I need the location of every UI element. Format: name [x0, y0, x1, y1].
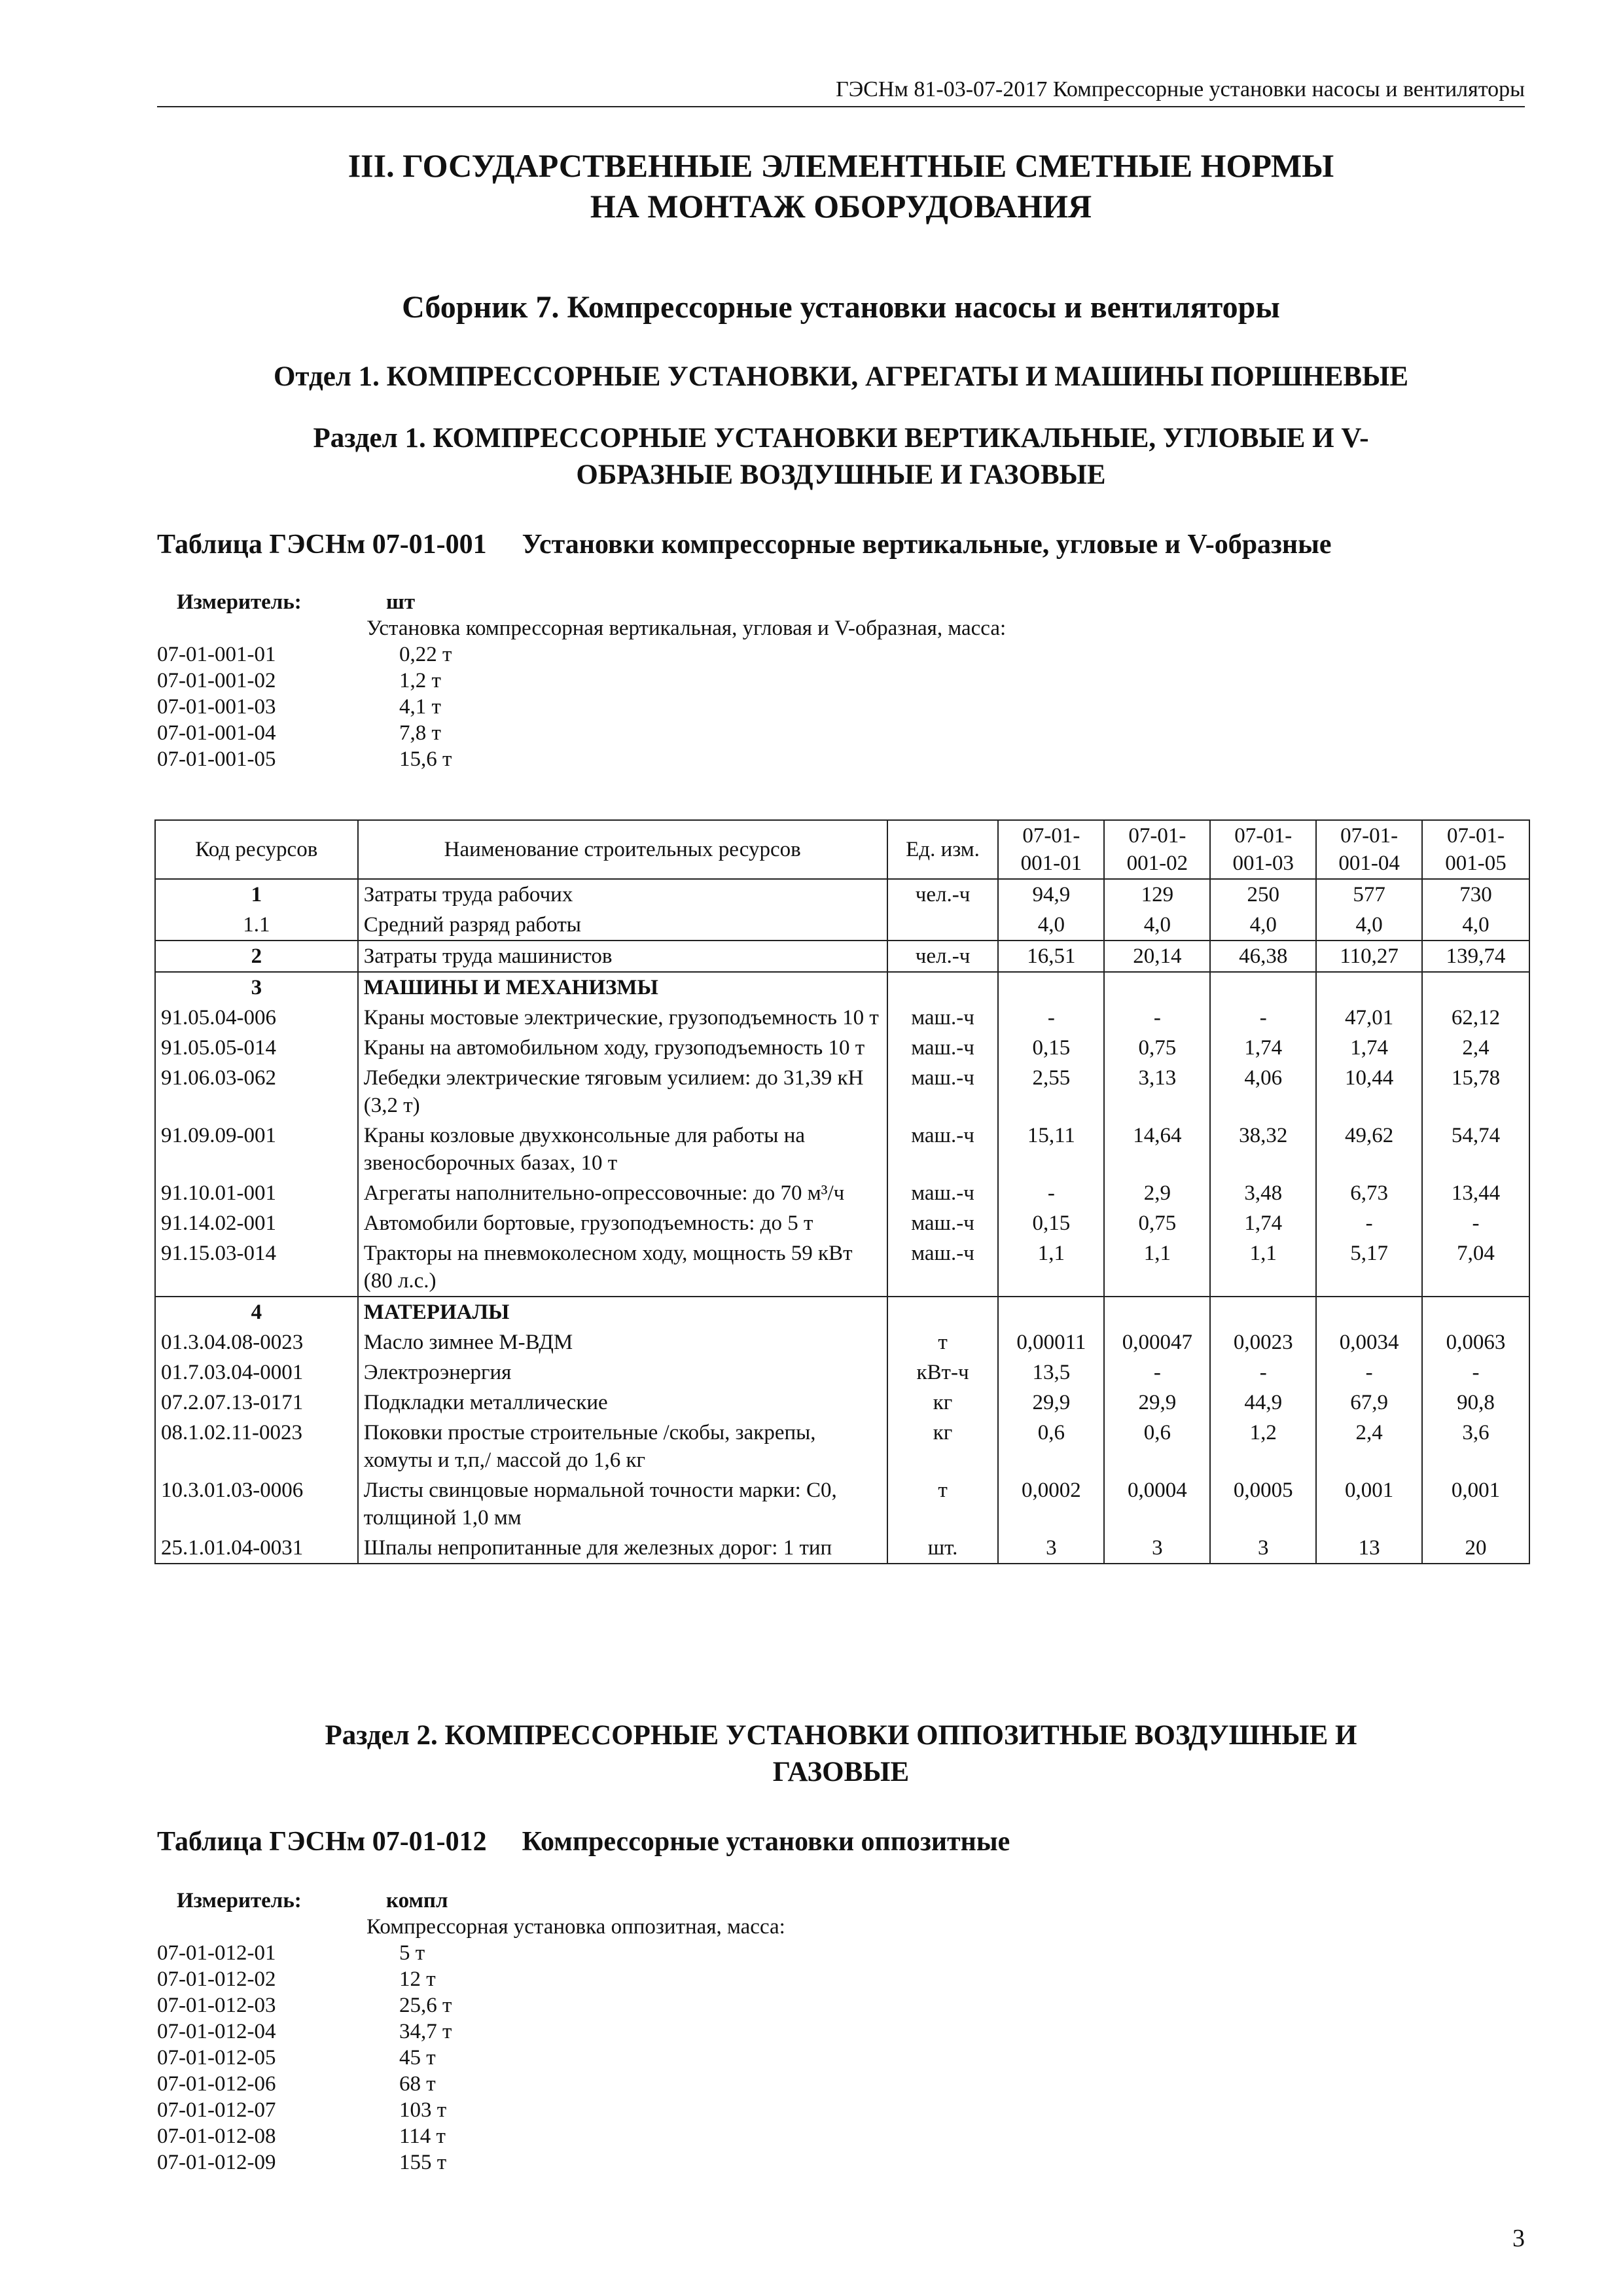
department-title: Отдел 1. КОМПРЕССОРНЫЕ УСТАНОВКИ, АГРЕГАТЫ И МАШИНЫ ПОРШНЕВЫЕ: [273, 361, 1409, 392]
resource-value: 0,0005: [1210, 1475, 1316, 1533]
resource-code: 91.15.03-014: [155, 1238, 358, 1297]
page-number: 3: [1512, 2225, 1525, 2252]
resource-value: 20,14: [1104, 941, 1210, 972]
norm-item: [157, 1992, 785, 2018]
resource-value: -: [998, 1003, 1104, 1033]
norm-value: 155 т: [399, 2151, 447, 2174]
running-header: ГЭСНм 81-03-07-2017 Компрессорные установки насосы и вентиляторы: [157, 77, 1525, 107]
resource-value: 0,0063: [1422, 1327, 1529, 1357]
norm-item: [157, 1940, 785, 1966]
resource-unit: маш.-ч: [887, 1238, 999, 1297]
collection-title: Сборник 7. Компрессорные установки насосы и вентиляторы: [402, 290, 1280, 325]
table-2-name: Компрессорные установки оппозитные: [522, 1827, 1010, 1857]
resource-unit: маш.-ч: [887, 1003, 999, 1033]
norm-value: 25,6 т: [399, 1994, 452, 2017]
resource-value: 1,1: [1104, 1238, 1210, 1297]
norm-item: [157, 694, 1006, 720]
resource-value: 15,78: [1422, 1063, 1529, 1121]
norm-code: 07-01-012-08: [157, 2125, 276, 2148]
header-name: Наименование строительных ресурсов: [358, 820, 887, 879]
resource-unit: кг: [887, 1418, 999, 1475]
resource-name: Масло зимнее М-ВДМ: [358, 1327, 887, 1357]
resource-name: Затраты труда машинистов: [358, 941, 887, 972]
norm-value: 34,7 т: [399, 2020, 452, 2043]
resource-value: -: [1104, 1003, 1210, 1033]
resource-value: 3: [998, 1533, 1104, 1564]
part-title-line2: НА МОНТАЖ ОБОРУДОВАНИЯ: [590, 188, 1092, 224]
resource-value: -: [1210, 1357, 1316, 1388]
resource-value: 3,6: [1422, 1418, 1529, 1475]
resource-value: 4,0: [1316, 910, 1422, 941]
header-col-4: 07-01-001-04: [1316, 820, 1422, 879]
norm-value: 7,8 т: [399, 721, 441, 745]
resource-value: 730: [1422, 879, 1529, 910]
norm-code: 07-01-001-01: [157, 643, 276, 666]
resource-value: 0,0023: [1210, 1327, 1316, 1357]
header-col-2: 07-01-001-02: [1104, 820, 1210, 879]
resource-value: 3,48: [1210, 1178, 1316, 1208]
table-row: [155, 1327, 1529, 1357]
meter-label: Измеритель:: [177, 1889, 302, 1912]
resource-unit: маш.-ч: [887, 1033, 999, 1063]
part-title-line1: III. ГОСУДАРСТВЕННЫЕ ЭЛЕМЕНТНЫЕ СМЕТНЫЕ НОРМЫ: [348, 147, 1334, 184]
resource-value: -: [1422, 1357, 1529, 1388]
table-row: [155, 972, 1529, 1003]
resource-name: Шпалы непропитанные для железных дорог: 1 тип: [358, 1533, 887, 1564]
resource-value: -: [1210, 1003, 1316, 1033]
table-row: [155, 1063, 1529, 1121]
table-1-code: Таблица ГЭСНм 07-01-001: [157, 529, 487, 560]
resource-code: 91.05.04-006: [155, 1003, 358, 1033]
resources-table: [154, 819, 1530, 1564]
resource-value: 15,11: [998, 1121, 1104, 1178]
resource-value: -: [1316, 1208, 1422, 1238]
resource-value: 1,74: [1316, 1033, 1422, 1063]
table-row: [155, 1297, 1529, 1327]
resource-name: Электроэнергия: [358, 1357, 887, 1388]
resource-value: 2,4: [1422, 1033, 1529, 1063]
resource-value: 4,06: [1210, 1063, 1316, 1121]
resource-value: 0,15: [998, 1033, 1104, 1063]
resource-unit: [887, 910, 999, 941]
table-1-name: Установки компрессорные вертикальные, угловые и V-образные: [522, 529, 1332, 560]
resource-value: 13,5: [998, 1357, 1104, 1388]
table-row: [155, 1388, 1529, 1418]
resource-code: 91.06.03-062: [155, 1063, 358, 1121]
resource-unit: маш.-ч: [887, 1063, 999, 1121]
resource-value: 0,001: [1422, 1475, 1529, 1533]
norm-code: 07-01-001-03: [157, 695, 276, 719]
resource-code: 2: [155, 941, 358, 972]
resource-value: 3: [1104, 1533, 1210, 1564]
resource-value: 46,38: [1210, 941, 1316, 972]
resource-value: 47,01: [1316, 1003, 1422, 1033]
resource-value: 4,0: [1422, 910, 1529, 941]
resource-value: 62,12: [1422, 1003, 1529, 1033]
norm-value: 4,1 т: [399, 695, 441, 719]
resource-name: Поковки простые строительные /скобы, закрепы, хомуты и т,п,/ массой до 1,6 кг: [358, 1418, 887, 1475]
resource-value: 1,74: [1210, 1208, 1316, 1238]
resource-value: 2,9: [1104, 1178, 1210, 1208]
resource-value: 49,62: [1316, 1121, 1422, 1178]
resource-value: -: [1422, 1208, 1529, 1238]
norm-code: 07-01-001-04: [157, 721, 276, 745]
norm-code: 07-01-012-09: [157, 2151, 276, 2174]
norm-item: [157, 2018, 785, 2045]
resource-value: 0,0004: [1104, 1475, 1210, 1533]
resource-value: -: [1104, 1357, 1210, 1388]
norm-code: 07-01-012-06: [157, 2072, 276, 2096]
resource-value: 5,17: [1316, 1238, 1422, 1297]
norm-value: 0,22 т: [399, 643, 452, 666]
section-1-title: [157, 420, 1525, 493]
resource-name: Подкладки металлические: [358, 1388, 887, 1418]
resource-value: [1422, 1297, 1529, 1327]
resource-value: -: [1316, 1357, 1422, 1388]
resource-unit: чел.-ч: [887, 941, 999, 972]
resource-unit: кВт-ч: [887, 1357, 999, 1388]
resource-unit: [887, 1297, 999, 1327]
resource-unit: маш.-ч: [887, 1178, 999, 1208]
resource-code: 07.2.07.13-0171: [155, 1388, 358, 1418]
table-row: [155, 879, 1529, 910]
table-row: [155, 910, 1529, 941]
resource-name: МАШИНЫ И МЕХАНИЗМЫ: [358, 972, 887, 1003]
resource-value: [1210, 972, 1316, 1003]
resource-name: Тракторы на пневмоколесном ходу, мощность 59 кВт (80 л.с.): [358, 1238, 887, 1297]
resource-name: Краны козловые двухконсольные для работы на звеносборочных базах, 10 т: [358, 1121, 887, 1178]
section-1-title-line2: ОБРАЗНЫЕ ВОЗДУШНЫЕ И ГАЗОВЫЕ: [576, 459, 1106, 490]
resource-code: 10.3.01.03-0006: [155, 1475, 358, 1533]
resource-value: 0,75: [1104, 1208, 1210, 1238]
resource-code: 25.1.01.04-0031: [155, 1533, 358, 1564]
resource-value: 2,55: [998, 1063, 1104, 1121]
resource-value: 38,32: [1210, 1121, 1316, 1178]
resource-value: 3,13: [1104, 1063, 1210, 1121]
norm-value: 15,6 т: [399, 747, 452, 771]
table-row: [155, 1418, 1529, 1475]
table-2-code: Таблица ГЭСНм 07-01-012: [157, 1827, 487, 1857]
header-code: Код ресурсов: [155, 820, 358, 879]
header-unit: Ед. изм.: [887, 820, 999, 879]
table-row: [155, 1357, 1529, 1388]
part-title: [157, 145, 1525, 226]
resource-value: 2,4: [1316, 1418, 1422, 1475]
resource-value: 0,75: [1104, 1033, 1210, 1063]
section-2-title-line2: ГАЗОВЫЕ: [772, 1757, 910, 1787]
meter-unit: шт: [386, 590, 416, 614]
resource-value: 13,44: [1422, 1178, 1529, 1208]
section-1-title-line1: Раздел 1. КОМПРЕССОРНЫЕ УСТАНОВКИ ВЕРТИКАЛЬНЫЕ, УГЛОВЫЕ И V-: [313, 423, 1369, 454]
resource-value: 7,04: [1422, 1238, 1529, 1297]
resource-unit: маш.-ч: [887, 1208, 999, 1238]
table-row: [155, 1208, 1529, 1238]
norm-code: 07-01-001-02: [157, 669, 276, 692]
resource-code: 91.10.01-001: [155, 1178, 358, 1208]
table-2-meter: [157, 1888, 785, 2176]
section-2-title: [157, 1717, 1525, 1791]
resource-value: 577: [1316, 879, 1422, 910]
resource-value: 29,9: [998, 1388, 1104, 1418]
norm-value: 5 т: [399, 1941, 425, 1965]
table-1-meter: [157, 589, 1006, 772]
resource-name: Листы свинцовые нормальной точности марки: С0, толщиной 1,0 мм: [358, 1475, 887, 1533]
header-col-1: 07-01-001-01: [998, 820, 1104, 879]
norm-item: [157, 641, 1006, 668]
resource-value: 1,1: [998, 1238, 1104, 1297]
resource-code: 4: [155, 1297, 358, 1327]
table-row: [155, 1003, 1529, 1033]
resource-unit: кг: [887, 1388, 999, 1418]
resource-name: Затраты труда рабочих: [358, 879, 887, 910]
resource-code: 1: [155, 879, 358, 910]
section-2-title-line1: Раздел 2. КОМПРЕССОРНЫЕ УСТАНОВКИ ОППОЗИТНЫЕ ВОЗДУШНЫЕ И: [325, 1720, 1357, 1751]
resource-value: 13: [1316, 1533, 1422, 1564]
header-col-5: 07-01-001-05: [1422, 820, 1529, 879]
resource-value: 0,6: [1104, 1418, 1210, 1475]
resource-name: Средний разряд работы: [358, 910, 887, 941]
table-row: [155, 1533, 1529, 1564]
resource-value: 14,64: [1104, 1121, 1210, 1178]
table-header-row: [155, 820, 1529, 879]
resource-value: 20: [1422, 1533, 1529, 1564]
resource-value: 139,74: [1422, 941, 1529, 972]
resource-value: -: [998, 1178, 1104, 1208]
resource-unit: т: [887, 1475, 999, 1533]
table-row: [155, 1238, 1529, 1297]
resource-name: Лебедки электрические тяговым усилием: до 31,39 кН (3,2 т): [358, 1063, 887, 1121]
table-row: [155, 941, 1529, 972]
resource-value: 0,001: [1316, 1475, 1422, 1533]
resource-value: 0,00047: [1104, 1327, 1210, 1357]
resource-value: 10,44: [1316, 1063, 1422, 1121]
resource-code: 08.1.02.11-0023: [155, 1418, 358, 1475]
norm-item: [157, 2149, 785, 2176]
resource-code: 1.1: [155, 910, 358, 941]
resource-name: МАТЕРИАЛЫ: [358, 1297, 887, 1327]
norm-value: 1,2 т: [399, 669, 441, 692]
norm-code: 07-01-001-05: [157, 747, 276, 771]
resource-code: 01.7.03.04-0001: [155, 1357, 358, 1388]
resource-value: 0,0034: [1316, 1327, 1422, 1357]
resource-value: [1422, 972, 1529, 1003]
resource-value: [1104, 972, 1210, 1003]
resource-value: 110,27: [1316, 941, 1422, 972]
resource-code: 3: [155, 972, 358, 1003]
resource-value: 0,00011: [998, 1327, 1104, 1357]
resource-code: 01.3.04.08-0023: [155, 1327, 358, 1357]
resource-value: 44,9: [1210, 1388, 1316, 1418]
resource-code: 91.05.05-014: [155, 1033, 358, 1063]
resource-value: 0,0002: [998, 1475, 1104, 1533]
norm-item: [157, 746, 1006, 772]
resource-code: 91.09.09-001: [155, 1121, 358, 1178]
meter-unit: компл: [386, 1889, 448, 1912]
table-row: [155, 1121, 1529, 1178]
norm-code: 07-01-012-01: [157, 1941, 276, 1965]
resource-value: [998, 1297, 1104, 1327]
resource-value: 90,8: [1422, 1388, 1529, 1418]
norm-item: [157, 2123, 785, 2149]
table-row: [155, 1033, 1529, 1063]
resource-value: 4,0: [1104, 910, 1210, 941]
norm-item: [157, 2097, 785, 2123]
resource-name: Автомобили бортовые, грузоподъемность: до 5 т: [358, 1208, 887, 1238]
resource-unit: шт.: [887, 1533, 999, 1564]
resource-unit: чел.-ч: [887, 879, 999, 910]
norm-code: 07-01-012-03: [157, 1994, 276, 2017]
norm-code: 07-01-012-02: [157, 1967, 276, 1991]
resource-value: 54,74: [1422, 1121, 1529, 1178]
resource-value: 129: [1104, 879, 1210, 910]
resource-value: 94,9: [998, 879, 1104, 910]
resource-value: 3: [1210, 1533, 1316, 1564]
resource-unit: [887, 972, 999, 1003]
norm-code: 07-01-012-07: [157, 2098, 276, 2122]
resource-value: [1210, 1297, 1316, 1327]
resource-value: [998, 972, 1104, 1003]
norm-value: 12 т: [399, 1967, 436, 1991]
meter-label: Измеритель:: [177, 590, 302, 614]
resource-value: [1316, 972, 1422, 1003]
norm-item: [157, 1966, 785, 1992]
meter-description: Установка компрессорная вертикальная, угловая и V-образная, масса:: [366, 617, 1007, 640]
norm-value: 114 т: [399, 2125, 446, 2148]
norm-item: [157, 720, 1006, 746]
resource-value: 16,51: [998, 941, 1104, 972]
resource-name: Краны на автомобильном ходу, грузоподъемность 10 т: [358, 1033, 887, 1063]
resource-unit: маш.-ч: [887, 1121, 999, 1178]
resource-value: 0,6: [998, 1418, 1104, 1475]
resource-value: 4,0: [1210, 910, 1316, 941]
norm-value: 68 т: [399, 2072, 436, 2096]
norm-item: [157, 2071, 785, 2097]
resource-value: 1,1: [1210, 1238, 1316, 1297]
meter-description: Компрессорная установка оппозитная, масса:: [366, 1915, 785, 1939]
header-col-3: 07-01-001-03: [1210, 820, 1316, 879]
table-2-title: [157, 1826, 1010, 1857]
resource-value: 29,9: [1104, 1388, 1210, 1418]
norm-code: 07-01-012-05: [157, 2046, 276, 2070]
resource-value: 4,0: [998, 910, 1104, 941]
resource-name: Краны мостовые электрические, грузоподъемность 10 т: [358, 1003, 887, 1033]
resource-value: 0,15: [998, 1208, 1104, 1238]
resource-value: 1,74: [1210, 1033, 1316, 1063]
resource-value: 67,9: [1316, 1388, 1422, 1418]
norm-item: [157, 2045, 785, 2071]
table-row: [155, 1475, 1529, 1533]
resource-code: 91.14.02-001: [155, 1208, 358, 1238]
resource-value: 1,2: [1210, 1418, 1316, 1475]
norm-value: 45 т: [399, 2046, 436, 2070]
resource-value: 250: [1210, 879, 1316, 910]
resource-value: [1316, 1297, 1422, 1327]
norm-item: [157, 668, 1006, 694]
resource-value: [1104, 1297, 1210, 1327]
resource-value: 6,73: [1316, 1178, 1422, 1208]
table-1-title: [157, 529, 1332, 560]
table-row: [155, 1178, 1529, 1208]
norm-code: 07-01-012-04: [157, 2020, 276, 2043]
resource-name: Агрегаты наполнительно-опрессовочные: до 70 м³/ч: [358, 1178, 887, 1208]
norm-value: 103 т: [399, 2098, 447, 2122]
resource-unit: т: [887, 1327, 999, 1357]
